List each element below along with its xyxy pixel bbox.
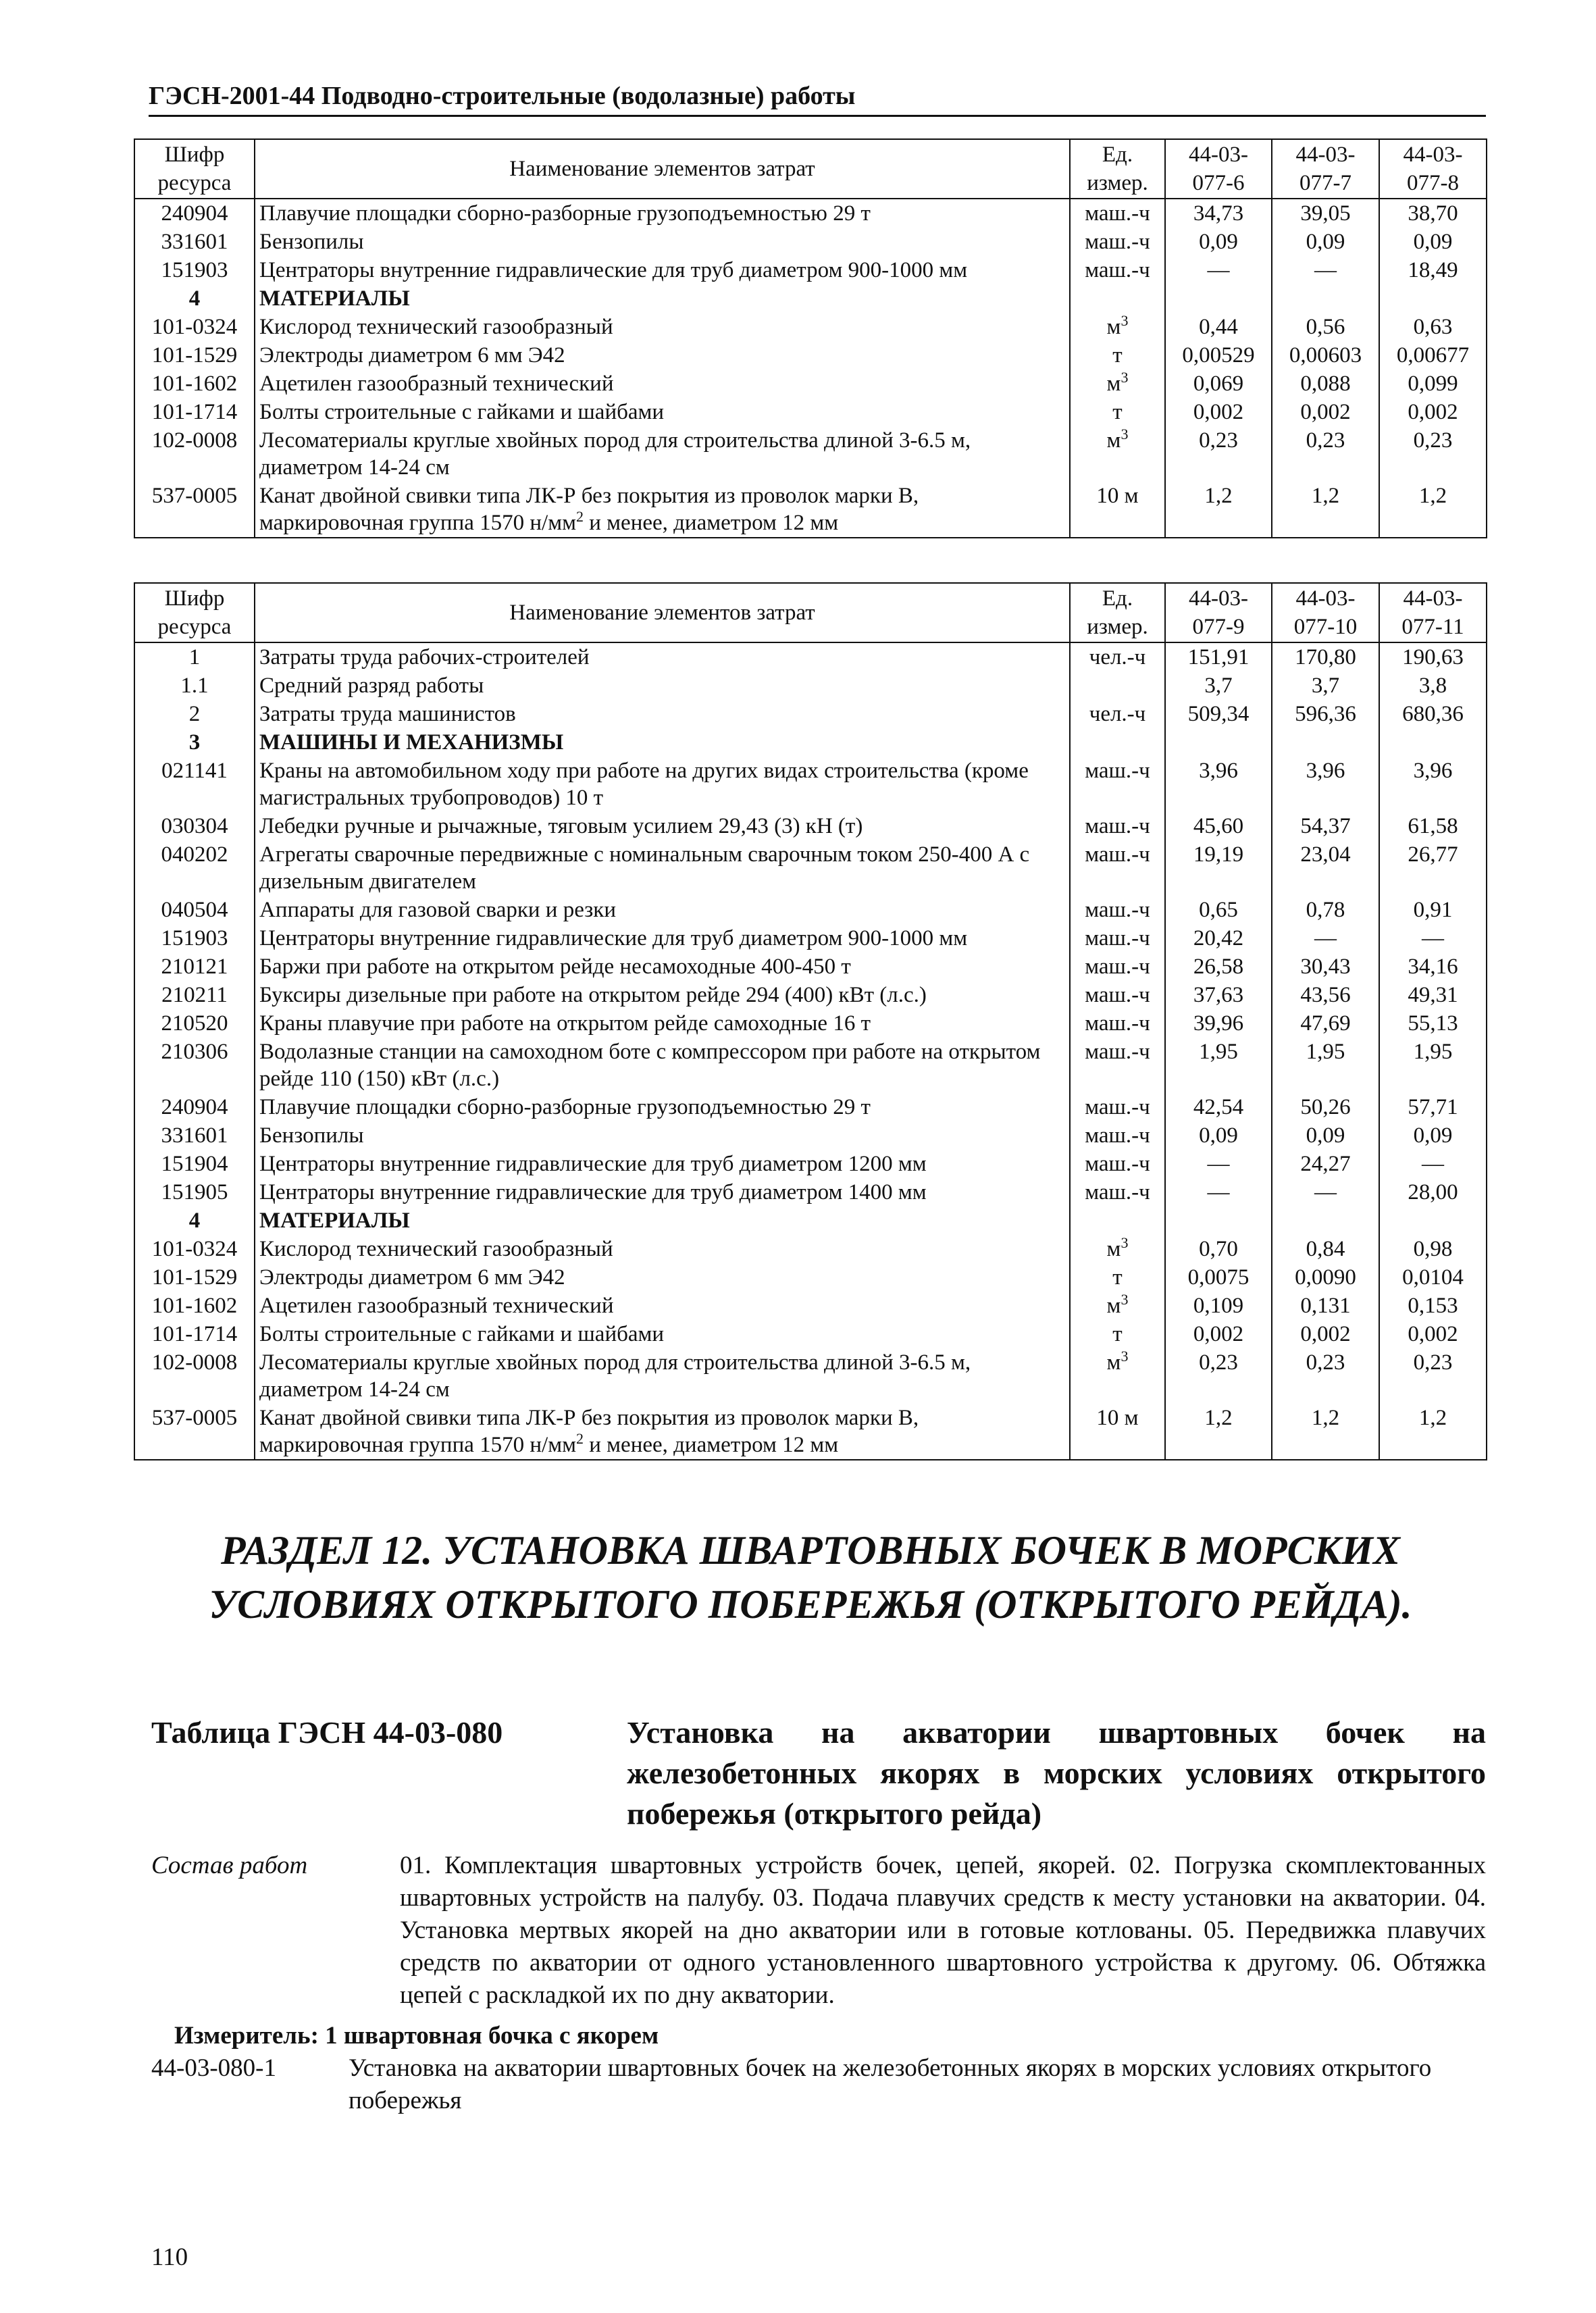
cell-unit: [1070, 284, 1165, 313]
cell-value-1: —: [1165, 256, 1272, 284]
cell-resource-code: 331601: [134, 228, 255, 256]
cell-unit: маш.-ч: [1070, 1178, 1165, 1206]
cell-value-3: 61,58: [1379, 812, 1487, 840]
cell-value-2: 43,56: [1272, 981, 1379, 1009]
cell-unit: маш.-ч: [1070, 1093, 1165, 1121]
cell-unit: $м^3$: [1070, 1292, 1165, 1320]
cell-value-3: 0,002: [1379, 398, 1487, 426]
cell-resource-name: Канат двойной свивки типа ЛК-Р без покрытия из проволок марки В, маркировочная группа 1570 $н/мм^2$ и менее, диаметром 12 мм: [255, 1404, 1070, 1460]
cell-resource-code: 4: [134, 284, 255, 313]
cell-resource-code: 210121: [134, 952, 255, 981]
cell-resource-code: 210306: [134, 1038, 255, 1093]
table-row: [134, 642, 1487, 671]
table-row: [134, 284, 1487, 313]
cell-resource-code: 151903: [134, 924, 255, 952]
col-header-code: Шифр ресурса: [134, 139, 255, 199]
cell-unit: маш.-ч: [1070, 757, 1165, 812]
cell-resource-code: 210520: [134, 1009, 255, 1038]
cell-resource-name: Бензопилы: [255, 1121, 1070, 1150]
cell-value-3: 680,36: [1379, 700, 1487, 728]
cell-value-2: [1272, 284, 1379, 313]
cell-value-2: 0,84: [1272, 1235, 1379, 1263]
cell-value-3: 57,71: [1379, 1093, 1487, 1121]
page-number: 110: [151, 2243, 188, 2271]
cell-value-1: 1,2: [1165, 482, 1272, 538]
cell-unit: маш.-ч: [1070, 840, 1165, 896]
cell-unit: 10 м: [1070, 482, 1165, 538]
table-row: [134, 1038, 1487, 1093]
cell-unit: т: [1070, 341, 1165, 370]
table-row: [134, 1150, 1487, 1178]
cell-value-1: 0,00529: [1165, 341, 1272, 370]
cell-value-3: 0,099: [1379, 370, 1487, 398]
cell-value-1: [1165, 284, 1272, 313]
cell-value-1: 0,23: [1165, 1348, 1272, 1404]
cell-value-1: 0,70: [1165, 1235, 1272, 1263]
cell-value-2: 0,0090: [1272, 1263, 1379, 1292]
cell-resource-name: Агрегаты сварочные передвижные с номинальным сварочным током 250-400 А с дизельным двигателем: [255, 840, 1070, 896]
cell-resource-name: Водолазные станции на самоходном боте с компрессором при работе на открытом рейде 110 (150) кВт (л.с.): [255, 1038, 1070, 1093]
cell-resource-name: Затраты труда рабочих-строителей: [255, 642, 1070, 671]
cell-resource-name: Болты строительные с гайками и шайбами: [255, 1320, 1070, 1348]
cell-value-3: 0,002: [1379, 1320, 1487, 1348]
cell-value-1: [1165, 728, 1272, 757]
cell-resource-code: 4: [134, 1206, 255, 1235]
cell-resource-code: 040202: [134, 840, 255, 896]
page-header: ГЭСН-2001-44 Подводно-строительные (водолазные) работы: [149, 80, 1486, 117]
cell-value-1: 0,23: [1165, 426, 1272, 482]
cell-value-1: 42,54: [1165, 1093, 1272, 1121]
cell-value-3: 0,09: [1379, 1121, 1487, 1150]
table-row: [134, 812, 1487, 840]
table-row: [134, 1178, 1487, 1206]
col-header-norm-2: 44-03-077-7: [1272, 139, 1379, 199]
cell-value-1: 3,7: [1165, 671, 1272, 700]
cell-value-2: 50,26: [1272, 1093, 1379, 1121]
cell-value-1: —: [1165, 1150, 1272, 1178]
cell-value-3: 26,77: [1379, 840, 1487, 896]
cell-resource-code: 101-1714: [134, 1320, 255, 1348]
table-row: [134, 1348, 1487, 1404]
cell-value-1: 19,19: [1165, 840, 1272, 896]
cell-resource-name: Затраты труда машинистов: [255, 700, 1070, 728]
cell-value-2: 0,23: [1272, 426, 1379, 482]
cell-unit: $м^3$: [1070, 426, 1165, 482]
cell-resource-name: Кислород технический газообразный: [255, 313, 1070, 341]
col-header-unit: Ед. измер.: [1070, 139, 1165, 199]
cell-value-2: 1,2: [1272, 1404, 1379, 1460]
cell-value-3: 0,0104: [1379, 1263, 1487, 1292]
col-header-unit: Ед. измер.: [1070, 583, 1165, 642]
cell-value-2: 0,00603: [1272, 341, 1379, 370]
cell-resource-code: 102-0008: [134, 426, 255, 482]
cell-value-3: 1,95: [1379, 1038, 1487, 1093]
cell-resource-name: Центраторы внутренние гидравлические для труб диаметром 900-1000 мм: [255, 256, 1070, 284]
table-row: [134, 370, 1487, 398]
cell-value-3: —: [1379, 1150, 1487, 1178]
table-row: [134, 482, 1487, 538]
cell-value-3: 0,00677: [1379, 341, 1487, 370]
cell-value-3: 38,70: [1379, 199, 1487, 228]
cell-resource-code: 101-0324: [134, 1235, 255, 1263]
cell-resource-name: Ацетилен газообразный технический: [255, 370, 1070, 398]
cell-unit: маш.-ч: [1070, 981, 1165, 1009]
cell-value-1: 0,002: [1165, 398, 1272, 426]
cell-resource-code: 102-0008: [134, 1348, 255, 1404]
work-composition-label: Состав работ: [151, 1852, 308, 1879]
cell-resource-code: 030304: [134, 812, 255, 840]
cell-value-2: —: [1272, 256, 1379, 284]
cell-unit: маш.-ч: [1070, 924, 1165, 952]
norm-description: Установка на акватории швартовных бочек на железобетонных якорях в морских условиях открытого побережья: [349, 2054, 1432, 2114]
cell-value-3: —: [1379, 924, 1487, 952]
cell-resource-name: МАТЕРИАЛЫ: [255, 284, 1070, 313]
cell-value-1: 3,96: [1165, 757, 1272, 812]
resource-table-2: [134, 582, 1487, 1460]
cell-value-3: 28,00: [1379, 1178, 1487, 1206]
cell-value-3: 3,96: [1379, 757, 1487, 812]
cell-unit: маш.-ч: [1070, 1121, 1165, 1150]
cell-resource-code: 1: [134, 642, 255, 671]
cell-value-1: 26,58: [1165, 952, 1272, 981]
table-label: Таблица ГЭСН 44-03-080: [151, 1715, 503, 1750]
cell-value-2: 0,23: [1272, 1348, 1379, 1404]
cell-value-2: 0,78: [1272, 896, 1379, 924]
cell-value-3: 1,2: [1379, 1404, 1487, 1460]
cell-value-2: 0,09: [1272, 1121, 1379, 1150]
cell-value-3: 0,98: [1379, 1235, 1487, 1263]
cell-unit: маш.-ч: [1070, 199, 1165, 228]
cell-resource-name: Кислород технический газообразный: [255, 1235, 1070, 1263]
cell-value-3: 18,49: [1379, 256, 1487, 284]
cell-resource-code: 240904: [134, 1093, 255, 1121]
table-row: [134, 256, 1487, 284]
cell-value-3: [1379, 1206, 1487, 1235]
cell-resource-name: Электроды диаметром 6 мм Э42: [255, 341, 1070, 370]
table-row: [134, 398, 1487, 426]
cell-value-2: 1,95: [1272, 1038, 1379, 1093]
cell-value-2: 0,002: [1272, 398, 1379, 426]
cell-value-3: 3,8: [1379, 671, 1487, 700]
cell-unit: [1070, 671, 1165, 700]
cell-value-3: 0,153: [1379, 1292, 1487, 1320]
cell-resource-code: 101-1714: [134, 398, 255, 426]
cell-value-2: —: [1272, 1178, 1379, 1206]
cell-value-1: 0,002: [1165, 1320, 1272, 1348]
cell-resource-name: Ацетилен газообразный технический: [255, 1292, 1070, 1320]
cell-resource-name: Лесоматериалы круглые хвойных пород для строительства длиной 3-6.5 м, диаметром 14-24 см: [255, 426, 1070, 482]
cell-resource-name: Электроды диаметром 6 мм Э42: [255, 1263, 1070, 1292]
cell-resource-name: Бензопилы: [255, 228, 1070, 256]
section-title: РАЗДЕЛ 12. УСТАНОВКА ШВАРТОВНЫХ БОЧЕК В МОРСКИХ УСЛОВИЯХ ОТКРЫТОГО ПОБЕРЕЖЬЯ (ОТКРЫТОГО РЕЙДА).: [209, 1528, 1412, 1627]
resource-table-1: [134, 138, 1487, 538]
cell-resource-name: Лесоматериалы круглые хвойных пород для строительства длиной 3-6.5 м, диаметром 14-24 см: [255, 1348, 1070, 1404]
cell-value-2: 170,80: [1272, 642, 1379, 671]
cell-resource-name: Средний разряд работы: [255, 671, 1070, 700]
table-row: [134, 313, 1487, 341]
cell-value-1: 151,91: [1165, 642, 1272, 671]
cell-value-2: —: [1272, 924, 1379, 952]
table-row: [134, 981, 1487, 1009]
table-row: [134, 199, 1487, 228]
cell-resource-name: Болты строительные с гайками и шайбами: [255, 398, 1070, 426]
cell-value-1: [1165, 1206, 1272, 1235]
table-row: [134, 1292, 1487, 1320]
table-row: [134, 1121, 1487, 1150]
cell-unit: т: [1070, 1263, 1165, 1292]
col-header-norm-2: 44-03-077-10: [1272, 583, 1379, 642]
cell-resource-name: Центраторы внутренние гидравлические для труб диаметром 900-1000 мм: [255, 924, 1070, 952]
cell-unit: т: [1070, 1320, 1165, 1348]
col-header-norm-1: 44-03-077-6: [1165, 139, 1272, 199]
cell-resource-name: Буксиры дизельные при работе на открытом рейде 294 (400) кВт (л.с.): [255, 981, 1070, 1009]
cell-value-1: —: [1165, 1178, 1272, 1206]
cell-resource-code: 101-1602: [134, 1292, 255, 1320]
cell-value-2: 39,05: [1272, 199, 1379, 228]
cell-resource-name: Лебедки ручные и рычажные, тяговым усилием 29,43 (3) кН (т): [255, 812, 1070, 840]
col-header-norm-1: 44-03-077-9: [1165, 583, 1272, 642]
cell-resource-name: Краны на автомобильном ходу при работе на других видах строительства (кроме магистральных трубопроводов) 10 т: [255, 757, 1070, 812]
cell-value-2: 0,131: [1272, 1292, 1379, 1320]
col-header-name: Наименование элементов затрат: [255, 583, 1070, 642]
cell-value-1: 1,95: [1165, 1038, 1272, 1093]
table-row: [134, 1404, 1487, 1460]
col-header-name: Наименование элементов затрат: [255, 139, 1070, 199]
cell-resource-code: 3: [134, 728, 255, 757]
cell-value-3: 0,91: [1379, 896, 1487, 924]
cell-unit: $м^3$: [1070, 1235, 1165, 1263]
cell-value-1: 0,65: [1165, 896, 1272, 924]
cell-value-2: 3,96: [1272, 757, 1379, 812]
cell-value-2: 3,7: [1272, 671, 1379, 700]
table-row: [134, 341, 1487, 370]
cell-resource-code: 2: [134, 700, 255, 728]
cell-value-2: 47,69: [1272, 1009, 1379, 1038]
cell-unit: маш.-ч: [1070, 952, 1165, 981]
cell-value-1: 45,60: [1165, 812, 1272, 840]
cell-value-2: 54,37: [1272, 812, 1379, 840]
cell-value-1: 39,96: [1165, 1009, 1272, 1038]
cell-value-1: 509,34: [1165, 700, 1272, 728]
cell-resource-name: Центраторы внутренние гидравлические для труб диаметром 1200 мм: [255, 1150, 1070, 1178]
cell-value-2: [1272, 728, 1379, 757]
cell-value-3: 0,63: [1379, 313, 1487, 341]
table-row: [134, 757, 1487, 812]
cell-resource-name: Аппараты для газовой сварки и резки: [255, 896, 1070, 924]
cell-resource-code: 151904: [134, 1150, 255, 1178]
cell-value-3: 0,23: [1379, 426, 1487, 482]
table-row: [134, 924, 1487, 952]
cell-unit: [1070, 728, 1165, 757]
cell-resource-name: МАШИНЫ И МЕХАНИЗМЫ: [255, 728, 1070, 757]
col-header-code: Шифр ресурса: [134, 583, 255, 642]
cell-unit: маш.-ч: [1070, 1150, 1165, 1178]
table-row: [134, 840, 1487, 896]
cell-resource-code: 101-1602: [134, 370, 255, 398]
norm-code: 44-03-080-1: [151, 2054, 276, 2082]
cell-resource-name: Плавучие площадки сборно-разборные грузоподъемностью 29 т: [255, 1093, 1070, 1121]
table-row: [134, 1235, 1487, 1263]
table-row: [134, 700, 1487, 728]
table-row: [134, 1263, 1487, 1292]
cell-value-1: 0,09: [1165, 1121, 1272, 1150]
cell-unit: маш.-ч: [1070, 896, 1165, 924]
cell-value-3: 55,13: [1379, 1009, 1487, 1038]
table-row: [134, 1320, 1487, 1348]
cell-unit: маш.-ч: [1070, 228, 1165, 256]
table-row: [134, 1206, 1487, 1235]
cell-value-1: 37,63: [1165, 981, 1272, 1009]
cell-resource-code: 101-0324: [134, 313, 255, 341]
cell-resource-code: 240904: [134, 199, 255, 228]
cell-unit: $м^3$: [1070, 1348, 1165, 1404]
col-header-norm-3: 44-03-077-11: [1379, 583, 1487, 642]
cell-value-3: 1,2: [1379, 482, 1487, 538]
cell-value-3: 34,16: [1379, 952, 1487, 981]
cell-unit: чел.-ч: [1070, 642, 1165, 671]
cell-resource-name: Плавучие площадки сборно-разборные грузоподъемностью 29 т: [255, 199, 1070, 228]
cell-value-3: 49,31: [1379, 981, 1487, 1009]
table-row: [134, 728, 1487, 757]
cell-resource-code: 040504: [134, 896, 255, 924]
cell-value-1: 20,42: [1165, 924, 1272, 952]
cell-value-3: 0,09: [1379, 228, 1487, 256]
cell-resource-code: 101-1529: [134, 1263, 255, 1292]
cell-value-1: 1,2: [1165, 1404, 1272, 1460]
table-row: [134, 952, 1487, 981]
work-composition-text: 01. Комплектация швартовных устройств бочек, цепей, якорей. 02. Погрузка скомплектованных швартовных устройств на палубу. 03. Подача плавучих средств к месту установки на акватории. 04. Установка мертвых якорей на дно акватории или в готовые котлованы. 05. Передвижка плавучих средств по акватории от одного установленного швартовного устройства к другому. 06. Обтяжка цепей с раскладкой их по дну акватории.: [400, 1852, 1486, 2009]
cell-resource-code: 021141: [134, 757, 255, 812]
table-row: [134, 228, 1487, 256]
cell-resource-code: 537-0005: [134, 1404, 255, 1460]
cell-unit: чел.-ч: [1070, 700, 1165, 728]
cell-value-2: [1272, 1206, 1379, 1235]
cell-value-2: 596,36: [1272, 700, 1379, 728]
cell-unit: [1070, 1206, 1165, 1235]
cell-unit: маш.-ч: [1070, 812, 1165, 840]
cell-resource-code: 537-0005: [134, 482, 255, 538]
cell-value-2: 0,088: [1272, 370, 1379, 398]
table-row: [134, 896, 1487, 924]
cell-unit: маш.-ч: [1070, 1038, 1165, 1093]
cell-resource-name: МАТЕРИАЛЫ: [255, 1206, 1070, 1235]
cell-value-3: [1379, 284, 1487, 313]
measure-unit: Измеритель: 1 швартовная бочка с якорем: [174, 2022, 659, 2050]
table-description: Установка на акватории швартовных бочек на железобетонных якорях в морских условиях открытого побережья (открытого рейда): [627, 1715, 1486, 1831]
cell-value-2: 23,04: [1272, 840, 1379, 896]
cell-value-1: 0,109: [1165, 1292, 1272, 1320]
cell-unit: $м^3$: [1070, 370, 1165, 398]
cell-value-1: 0,069: [1165, 370, 1272, 398]
cell-unit: маш.-ч: [1070, 256, 1165, 284]
cell-value-2: 1,2: [1272, 482, 1379, 538]
cell-value-1: 0,09: [1165, 228, 1272, 256]
cell-value-2: 0,09: [1272, 228, 1379, 256]
cell-value-2: 30,43: [1272, 952, 1379, 981]
col-header-norm-3: 44-03-077-8: [1379, 139, 1487, 199]
cell-resource-code: 331601: [134, 1121, 255, 1150]
cell-value-1: 0,0075: [1165, 1263, 1272, 1292]
cell-value-2: 0,56: [1272, 313, 1379, 341]
cell-resource-name: Канат двойной свивки типа ЛК-Р без покрытия из проволок марки В, маркировочная группа 1570 $н/мм^2$ и менее, диаметром 12 мм: [255, 482, 1070, 538]
cell-resource-name: Центраторы внутренние гидравлические для труб диаметром 1400 мм: [255, 1178, 1070, 1206]
cell-unit: $м^3$: [1070, 313, 1165, 341]
cell-value-3: [1379, 728, 1487, 757]
cell-unit: т: [1070, 398, 1165, 426]
cell-resource-code: 101-1529: [134, 341, 255, 370]
cell-unit: 10 м: [1070, 1404, 1165, 1460]
table-row: [134, 426, 1487, 482]
cell-resource-name: Краны плавучие при работе на открытом рейде самоходные 16 т: [255, 1009, 1070, 1038]
cell-value-1: 0,44: [1165, 313, 1272, 341]
cell-value-3: 190,63: [1379, 642, 1487, 671]
cell-unit: маш.-ч: [1070, 1009, 1165, 1038]
table-row: [134, 1093, 1487, 1121]
cell-resource-code: 1.1: [134, 671, 255, 700]
cell-resource-code: 151905: [134, 1178, 255, 1206]
cell-resource-code: 210211: [134, 981, 255, 1009]
table-row: [134, 671, 1487, 700]
cell-resource-code: 151903: [134, 256, 255, 284]
cell-value-2: 0,002: [1272, 1320, 1379, 1348]
cell-value-3: 0,23: [1379, 1348, 1487, 1404]
cell-resource-name: Баржи при работе на открытом рейде несамоходные 400-450 т: [255, 952, 1070, 981]
cell-value-2: 24,27: [1272, 1150, 1379, 1178]
table-row: [134, 1009, 1487, 1038]
cell-value-1: 34,73: [1165, 199, 1272, 228]
